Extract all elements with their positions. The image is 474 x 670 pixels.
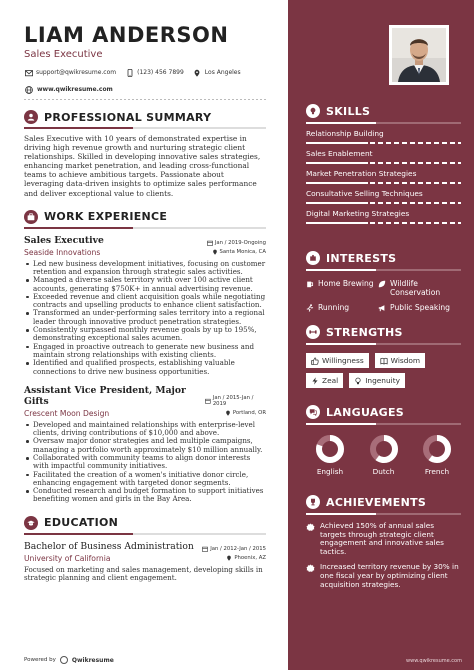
briefcase-icon: [24, 210, 38, 224]
education-school: University of California: [24, 553, 111, 563]
map-pin-icon: [226, 555, 232, 561]
calendar-icon: [202, 546, 208, 552]
skills-heading-text: SKILLS: [326, 104, 371, 118]
strength-pill: [306, 373, 343, 388]
phone-text: (123) 456 7899: [137, 69, 184, 76]
job-dates-text: Jan / 2015-Jan / 2019: [212, 394, 254, 407]
achievement-item: [306, 563, 461, 589]
interests-list: [306, 279, 461, 312]
job-location-text: Santa Monica, CA: [219, 249, 266, 256]
strengths-heading-text: STRENGTHS: [326, 325, 403, 339]
interest-label: Wildlife Conservation: [390, 279, 441, 297]
list-item: Consistently surpassed monthly revenue goals by up to 195%, demonstrating exceptional sales acumen.: [33, 326, 266, 343]
experience-heading: [24, 210, 266, 224]
list-item: Managed a diverse sales territory with over 100 active client accounts, generating $750K+ in annual advertising revenue.: [33, 276, 266, 293]
summary-heading: [24, 110, 266, 124]
calendar-icon: [207, 240, 213, 246]
job-role: Sales Executive: [24, 234, 104, 246]
calendar-icon: [205, 398, 211, 404]
map-pin-icon: [193, 68, 202, 77]
language-label: English: [316, 467, 344, 476]
job-role: Assistant Vice President, Major Gifts: [24, 384, 186, 407]
skills-heading: [306, 104, 461, 118]
job-dates-text: Jan / 2019-Ongoing: [214, 239, 266, 246]
strengths-heading: [306, 325, 461, 339]
lightbulb-icon: [306, 104, 320, 118]
location-item: [193, 68, 241, 77]
languages-section: [306, 405, 461, 476]
location-text: Los Angeles: [204, 69, 241, 76]
interest-label: Running: [318, 303, 350, 312]
website-footer[interactable]: www.qwikresume.com: [406, 658, 462, 664]
skill-item: [306, 189, 461, 204]
award-icon: [306, 564, 315, 573]
language-label: Dutch: [372, 467, 395, 476]
education-dates: [202, 546, 266, 552]
languages-heading: [306, 405, 461, 419]
phone-icon: [125, 68, 134, 77]
education-description: Focused on marketing and sales management, developing skills in strategic planning and client engagement.: [24, 564, 263, 583]
job-bullets: [24, 260, 266, 376]
skills-section: [306, 104, 461, 224]
list-item: Developed and maintained relationships with enterprise-level clients, driving contributions of $10,000 and above.: [33, 421, 266, 438]
website-text: www.qwikresume.com: [37, 86, 113, 93]
skill-label: Consultative Selling Techniques: [306, 189, 423, 198]
skill-label: Relationship Building: [306, 129, 384, 138]
list-item: Facilitated the creation of a women's initiative donor circle, enhancing engagement with targeted donor segments.: [33, 471, 266, 488]
award-icon: [306, 523, 315, 532]
candidate-name: LIAM ANDERSON: [24, 23, 229, 47]
skill-item: [306, 169, 461, 184]
powered-by-text: Powered by: [24, 657, 56, 663]
language-level-ring: [369, 434, 399, 464]
language-label: French: [424, 467, 450, 476]
strengths-section: [306, 325, 461, 388]
achievement-item: [306, 522, 461, 556]
strength-label: Wisdom: [390, 356, 421, 365]
graduation-cap-icon: [24, 516, 38, 530]
map-pin-icon: [212, 249, 218, 255]
achievements-section: [306, 495, 461, 589]
website-item[interactable]: [24, 85, 266, 94]
map-pin-icon: [225, 410, 231, 416]
avatar: [389, 25, 449, 85]
achievements-heading: [306, 495, 461, 509]
interests-heading-text: INTERESTS: [326, 251, 397, 265]
language-level-ring: [315, 434, 345, 464]
education-location-text: Phoenix, AZ: [234, 555, 266, 562]
sidebar-column: [288, 0, 474, 670]
skill-level-bar: [306, 162, 461, 164]
education-dates-text: Jan / 2012-Jan / 2015: [210, 545, 266, 552]
language-item: [366, 434, 402, 476]
strength-label: Zeal: [322, 376, 339, 385]
list-item: Exceeded revenue and client acquisition goals while negotiating contracts and upselling products to enhance client satisfaction.: [33, 291, 266, 310]
languages-rule: [306, 423, 461, 425]
user-icon: [24, 110, 38, 124]
list-item: Engaged in proactive outreach to generate new business and maintain strong relationships with existing clients.: [33, 343, 266, 360]
thumbs-up-icon: [311, 357, 319, 365]
book-icon: [380, 357, 388, 365]
list-item: Conducted research and budget formation to support initiatives benefiting women and girls in the Bay Area.: [33, 487, 266, 504]
running-icon: [306, 304, 314, 312]
skill-level-bar: [306, 222, 461, 224]
experience-rule: [24, 227, 266, 229]
dumbbell-icon: [306, 325, 320, 339]
job-entry: [24, 235, 266, 376]
experience-heading-text: WORK EXPERIENCE: [44, 210, 168, 224]
strengths-list: [306, 353, 461, 388]
skill-label: Sales Enablement: [306, 149, 373, 158]
beer-icon: [306, 280, 314, 288]
header-divider: [24, 99, 266, 100]
skill-item: [306, 209, 461, 224]
skill-label: Digital Marketing Strategies: [306, 209, 410, 218]
languages-list: [306, 434, 461, 476]
job-bullets: [24, 421, 266, 504]
achievement-text: Achieved 150% of annual sales targets through strategic client engagement and innovative sales tactics.: [320, 521, 444, 556]
interest-item: [306, 279, 378, 297]
qwikresume-logo-icon: [60, 656, 68, 664]
strength-label: Ingenuity: [365, 376, 400, 385]
leaf-icon: [378, 280, 386, 288]
skill-item: [306, 129, 461, 144]
strength-pill: [375, 353, 425, 368]
list-item: Transformed an under-performing sales territory into a regional leader through innovative product penetration strategies.: [33, 308, 265, 326]
trophy-icon: [306, 495, 320, 509]
skill-level-bar: [306, 142, 461, 144]
list-item: Led new business development initiatives, focusing on customer retention and expansion through strategic sales activities.: [33, 258, 266, 276]
education-rule: [24, 533, 266, 535]
strength-label: Willingness: [322, 356, 364, 365]
job-location: [225, 410, 266, 416]
summary-text: Sales Executive with 10 years of demonstrated expertise in driving high revenue growth and nurturing strategic client relationships. Skilled in developing innovative sales strategies, enhancing market penetration, and leading cross-functional teams to achieve ambitious targets. Passionate about leveraging data-driven insights to optimize sales performance and deliver exceptional value to clients.: [24, 134, 261, 198]
job-company: Seaside Innovations: [24, 247, 101, 257]
summary-heading-text: PROFESSIONAL SUMMARY: [44, 110, 212, 124]
education-heading: [24, 516, 266, 530]
interest-label: Home Brewing: [318, 279, 374, 288]
language-item: [419, 434, 455, 476]
profile-photo-icon: [392, 28, 446, 82]
candidate-title: Sales Executive: [24, 49, 103, 60]
skill-item: [306, 149, 461, 164]
strengths-rule: [306, 343, 461, 345]
skill-level-bar: [306, 202, 461, 204]
summary-rule: [24, 127, 266, 129]
job-company: Crescent Moon Design: [24, 408, 110, 418]
job-location: [212, 249, 266, 255]
interests-section: [306, 251, 461, 312]
job-dates: [207, 240, 266, 246]
education-heading-text: EDUCATION: [44, 516, 119, 530]
brand-text: Qwikresume: [71, 656, 114, 664]
bolt-icon: [311, 377, 319, 385]
email-item[interactable]: [24, 68, 116, 77]
powered-by-footer: [24, 656, 114, 664]
strength-pill: [306, 353, 369, 368]
phone-item[interactable]: [125, 68, 184, 77]
interest-item: [378, 279, 461, 297]
megaphone-icon: [378, 304, 386, 312]
achievements-heading-text: ACHIEVEMENTS: [326, 495, 427, 509]
skills-rule: [306, 122, 461, 124]
list-item: Oversaw major donor strategies and led multiple campaigns, managing a portfolio worth approximately $10 million annually.: [33, 437, 266, 454]
education-degree: Bachelor of Business Administration: [24, 540, 194, 552]
achievements-rule: [306, 513, 461, 515]
lightbulb-icon: [354, 377, 362, 385]
languages-heading-text: LANGUAGES: [326, 405, 405, 419]
skills-list: [306, 129, 461, 224]
strength-pill: [349, 373, 405, 388]
interests-rule: [306, 269, 461, 271]
job-entry: [24, 385, 266, 504]
achievement-text: Increased territory revenue by 30% in one fiscal year by optimizing client acquisition strategies.: [320, 562, 459, 589]
globe-icon: [24, 85, 33, 94]
language-icon: [306, 405, 320, 419]
contact-row: [24, 68, 266, 77]
envelope-icon: [24, 68, 33, 77]
language-item: [312, 434, 348, 476]
job-location-text: Portland, OR: [232, 410, 266, 417]
interest-item: [378, 303, 461, 312]
education-entry: [24, 541, 266, 583]
education-location: [226, 555, 266, 561]
skill-label: Market Penetration Strategies: [306, 169, 417, 178]
list-item: Collaborated with community teams to align donor interests with impactful community initiatives.: [33, 454, 266, 471]
interests-heading: [306, 251, 461, 265]
email-text: support@qwikresume.com: [36, 69, 117, 76]
list-item: Identified and qualified prospects, establishing valuable connections to drive new business opportunities.: [33, 359, 266, 376]
skill-level-bar: [306, 182, 461, 184]
language-level-ring: [422, 434, 452, 464]
job-dates: [205, 395, 266, 407]
interest-item: [306, 303, 378, 312]
interest-label: Public Speaking: [390, 303, 450, 312]
puzzle-icon: [306, 251, 320, 265]
